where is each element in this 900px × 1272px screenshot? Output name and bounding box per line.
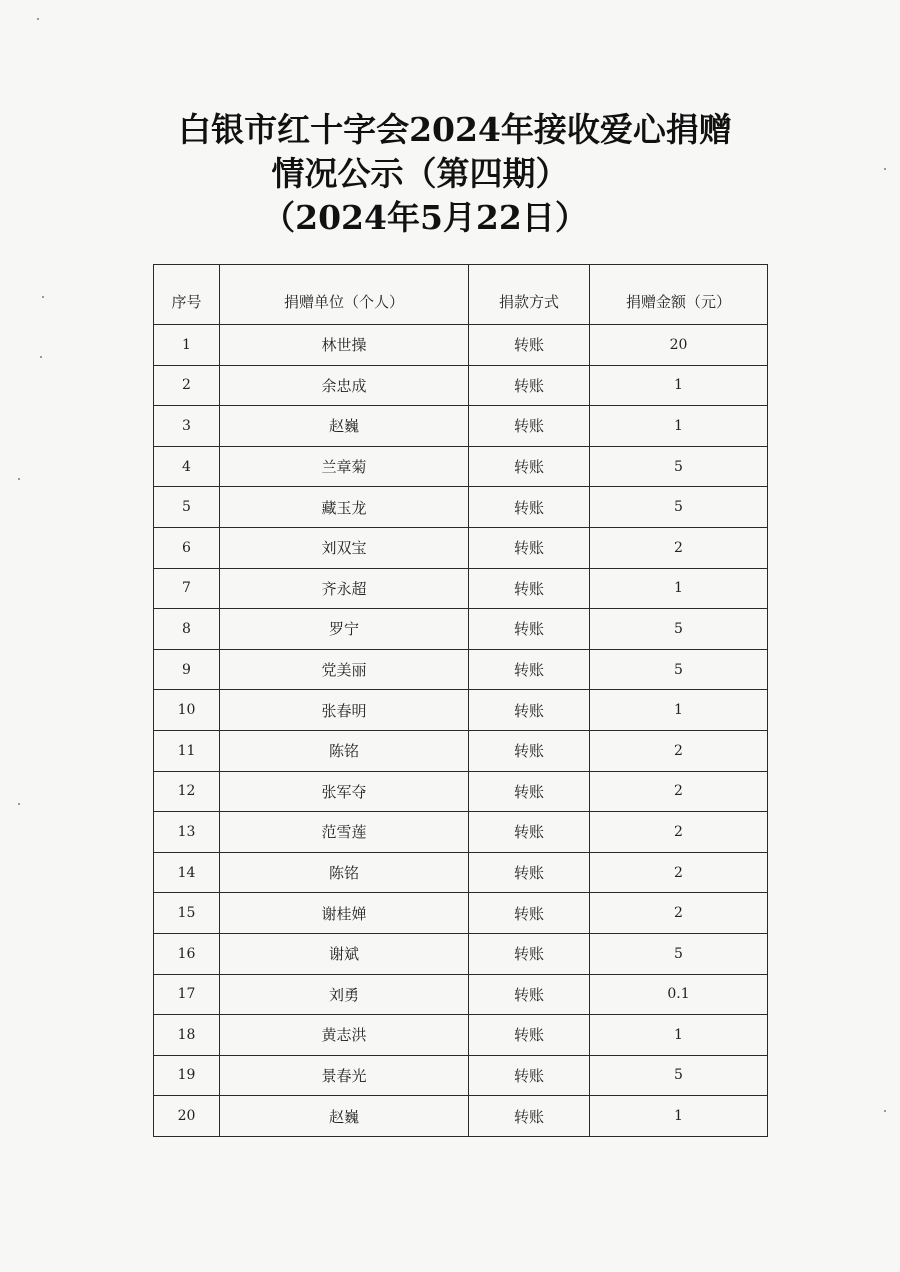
- table-row: [154, 812, 768, 853]
- cell-index: 7: [154, 568, 220, 609]
- cell-amount: 20: [590, 325, 768, 366]
- cell-method: 转账: [469, 325, 590, 366]
- cell-donor: 藏玉龙: [220, 487, 469, 528]
- cell-donor: 陈铭: [220, 730, 469, 771]
- scan-speck: [18, 803, 20, 805]
- document-title: [0, 108, 900, 240]
- cell-donor: 余忠成: [220, 365, 469, 406]
- cell-amount: 5: [590, 933, 768, 974]
- cell-amount: 1: [590, 406, 768, 447]
- cell-donor: 赵巍: [220, 406, 469, 447]
- cell-amount: 2: [590, 771, 768, 812]
- table-row: [154, 1055, 768, 1096]
- cell-method: 转账: [469, 568, 590, 609]
- cell-index: 3: [154, 406, 220, 447]
- cell-donor: 张军夺: [220, 771, 469, 812]
- cell-method: 转账: [469, 933, 590, 974]
- cell-amount: 5: [590, 1055, 768, 1096]
- table-row: [154, 487, 768, 528]
- cell-amount: 1: [590, 1015, 768, 1056]
- cell-amount: 2: [590, 730, 768, 771]
- cell-index: 14: [154, 852, 220, 893]
- cell-donor: 谢桂婵: [220, 893, 469, 934]
- cell-method: 转账: [469, 812, 590, 853]
- table-row: [154, 325, 768, 366]
- donation-table: [153, 264, 768, 1137]
- table-row: [154, 852, 768, 893]
- cell-donor: 罗宁: [220, 609, 469, 650]
- table-header-row: [154, 265, 768, 325]
- cell-method: 转账: [469, 852, 590, 893]
- cell-method: 转账: [469, 446, 590, 487]
- cell-amount: 1: [590, 1096, 768, 1137]
- scan-speck: [37, 18, 39, 20]
- cell-index: 5: [154, 487, 220, 528]
- scan-speck: [40, 356, 42, 358]
- cell-index: 15: [154, 893, 220, 934]
- cell-donor: 赵巍: [220, 1096, 469, 1137]
- cell-amount: 2: [590, 527, 768, 568]
- table-row: [154, 730, 768, 771]
- cell-method: 转账: [469, 690, 590, 731]
- cell-index: 17: [154, 974, 220, 1015]
- scan-speck: [884, 168, 886, 170]
- table-row: [154, 609, 768, 650]
- cell-amount: 5: [590, 649, 768, 690]
- cell-amount: 5: [590, 446, 768, 487]
- cell-index: 18: [154, 1015, 220, 1056]
- cell-method: 转账: [469, 893, 590, 934]
- cell-donor: 范雪莲: [220, 812, 469, 853]
- cell-index: 2: [154, 365, 220, 406]
- header-amount: 捐赠金额（元）: [590, 265, 768, 325]
- cell-donor: 陈铭: [220, 852, 469, 893]
- title-line-1: 白银市红十字会2024年接收爱心捐赠: [178, 110, 732, 149]
- cell-index: 8: [154, 609, 220, 650]
- cell-amount: 0.1: [590, 974, 768, 1015]
- cell-donor: 党美丽: [220, 649, 469, 690]
- table-row: [154, 649, 768, 690]
- cell-donor: 黄志洪: [220, 1015, 469, 1056]
- cell-index: 6: [154, 527, 220, 568]
- cell-amount: 2: [590, 852, 768, 893]
- title-line-2: 情况公示（第四期）: [271, 154, 569, 193]
- cell-method: 转账: [469, 974, 590, 1015]
- cell-index: 12: [154, 771, 220, 812]
- cell-amount: 2: [590, 812, 768, 853]
- cell-method: 转账: [469, 771, 590, 812]
- cell-donor: 刘双宝: [220, 527, 469, 568]
- table-row: [154, 568, 768, 609]
- cell-index: 10: [154, 690, 220, 731]
- table-row: [154, 446, 768, 487]
- scan-speck: [18, 478, 20, 480]
- cell-donor: 谢斌: [220, 933, 469, 974]
- cell-index: 1: [154, 325, 220, 366]
- title-line-3: （2024年5月22日）: [262, 198, 588, 237]
- cell-amount: 2: [590, 893, 768, 934]
- cell-method: 转账: [469, 1055, 590, 1096]
- table-row: [154, 933, 768, 974]
- cell-index: 4: [154, 446, 220, 487]
- scan-speck: [884, 1110, 886, 1112]
- header-donor: 捐赠单位（个人）: [220, 265, 469, 325]
- table-row: [154, 690, 768, 731]
- cell-method: 转账: [469, 527, 590, 568]
- cell-amount: 1: [590, 568, 768, 609]
- cell-index: 20: [154, 1096, 220, 1137]
- cell-index: 11: [154, 730, 220, 771]
- cell-donor: 兰章菊: [220, 446, 469, 487]
- cell-donor: 林世操: [220, 325, 469, 366]
- cell-method: 转账: [469, 487, 590, 528]
- cell-donor: 齐永超: [220, 568, 469, 609]
- cell-method: 转账: [469, 365, 590, 406]
- table-row: [154, 406, 768, 447]
- cell-amount: 1: [590, 690, 768, 731]
- cell-amount: 5: [590, 609, 768, 650]
- cell-index: 19: [154, 1055, 220, 1096]
- table-row: [154, 771, 768, 812]
- cell-method: 转账: [469, 730, 590, 771]
- table-row: [154, 1096, 768, 1137]
- cell-donor: 张春明: [220, 690, 469, 731]
- table-row: [154, 527, 768, 568]
- cell-method: 转账: [469, 1015, 590, 1056]
- table-row: [154, 893, 768, 934]
- cell-index: 13: [154, 812, 220, 853]
- table-row: [154, 365, 768, 406]
- cell-index: 16: [154, 933, 220, 974]
- cell-donor: 刘勇: [220, 974, 469, 1015]
- cell-method: 转账: [469, 649, 590, 690]
- cell-donor: 景春光: [220, 1055, 469, 1096]
- header-method: 捐款方式: [469, 265, 590, 325]
- cell-amount: 5: [590, 487, 768, 528]
- cell-method: 转账: [469, 406, 590, 447]
- scan-speck: [42, 296, 44, 298]
- header-index: 序号: [154, 265, 220, 325]
- cell-index: 9: [154, 649, 220, 690]
- cell-amount: 1: [590, 365, 768, 406]
- table-row: [154, 1015, 768, 1056]
- table-row: [154, 974, 768, 1015]
- cell-method: 转账: [469, 1096, 590, 1137]
- cell-method: 转账: [469, 609, 590, 650]
